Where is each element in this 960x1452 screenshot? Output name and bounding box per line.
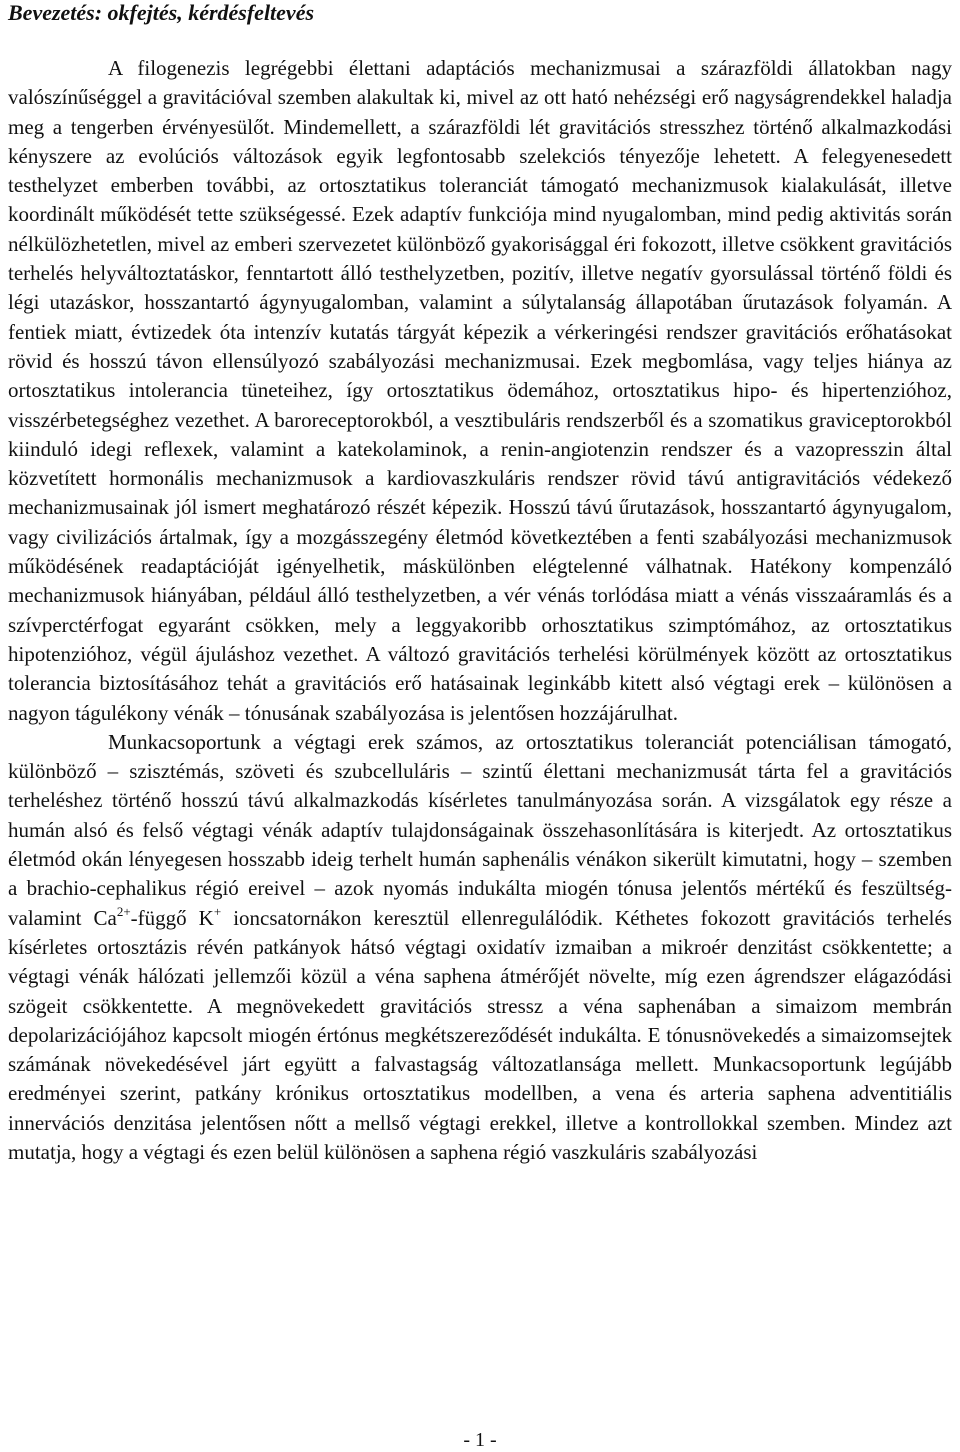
calcium-charge-superscript: 2+ [116,903,131,919]
paragraph-2-text-c: ioncsatornákon keresztül ellenregulálódik. Kéthetes fokozott gravitációs terhelés kísérletes ortosztázis révén patkányok hátsó végtagi oxidatív izmaiban a mikroér denzitást csökkentette; a végtagi vénák hálózati jellemzői közül a véna saphena átmérőjét növelte, míg ezen ágrendszer elágazódási szögeit csökkentette. A megnövekedett gravitációs stressz a véna saphenában a simaizom membrán depolarizációjához kapcsolt miogén értónus megkétszereződését indukálta. E tónusnövekedés a simaizomsejtek számának növekedésével járt együtt a falvastagság változatlansága mellett. Munkacsoportunk legújább eredményei szerint, patkány krónikus ortosztatikus modellben, a vena és arteria saphena adventitiális innervációs denzitása jelentősen nőtt a mellső végtagi erekkel, illetve a kontrollokkal szemben. Mindez azt mutatja, hogy a végtagi és ezen belül különösen a saphena régió vaszkuláris szabályozási [8,905,952,1164]
page-number: - 1 - [463,1429,497,1451]
paragraph-1: A filogenezis legrégebbi élettani adaptációs mechanizmusai a szárazföldi állatokban nagy valószínűséggel a gravitációval szemben alakultak ki, mivel az ott ható nehézségi erő nagyságrendekkel haladja meg a tengerben érvényesülőt. Mindemellett, a szárazföldi lét gravitációs stresszhez történő alkalmazkodási kényszere az evolúciós változások egyik legfontosabb szelekciós tényezője lehetett. A felegyenesedett testhelyzet emberben további, az ortosztatikus toleranciát támogató mechanizmusok kialakulását, illetve koordinált működését tette szükségessé. Ezek adaptív funkciója mind nyugalomban, mind pedig aktivitás során nélkülözhetetlen, mivel az emberi szervezetet különböző gyakorisággal éri fokozott, illetve csökkent gravitációs terhelés helyváltoztatáskor, fenntartott álló testhelyzetben, pozitív, illetve negatív gyorsulással történő földi és légi utazáskor, hosszantartó ágynyugalomban, valamint a súlytalanság állapotában űrutazások folyamán. A fentiek miatt, évtizedek óta intenzív kutatás tárgyát képezik a vérkeringési rendszer gravitációs erőhatásokat rövid és hosszú távon ellensúlyozó szabályozási mechanizmusai. Ezek megbomlása, vagy teljes hiánya az ortosztatikus intolerancia tüneteihez, így ortosztatikus ödemához, ortosztatikus hipo- és hipertenzióhoz, visszérbetegséghez vezethet. A baroreceptorokból, a vesztibuláris rendszerből és a szomatikus graviceptorokból kiinduló idegi reflexek, valamint a katekolaminok, a renin-angiotenzin rendszer és a vazopresszin által közvetített hormonális mechanizmusok a kardiovaszkuláris rendszer rövid távú antigravitációs védekező mechanizmusainak jól ismert meghatározó részét képezik. Hosszú távú űrutazások, hosszantartó ágynyugalom, vagy civilizációs ártalmak, így a mozgásszegény életmód következtében a fenti szabályozási mechanizmusok működésének readaptációját igényelhetik, máskülönben elégtelenné válhatnak. Hatékony kompenzáló mechanizmusok hiányában, például álló testhelyzetben, a vér vénás torlódása miatt a vénás visszaáramlás és a szívperctérfogat egyaránt csökken, mely a leggyakoribb orhosztatikus szimptómához, az ortosztatikus hipotenzióhoz, végül ájuláshoz vezethet. A változó gravitációs terhelési körülmények között az ortosztatikus tolerancia biztosításához tehát a gravitációs erő hatásainak leginkább kitett alsó végtagi erek – különösen a nagyon tágulékony vénák – tónusának szabályozása is jelentősen hozzájárulhat. [8,56,952,725]
section-heading: Bevezetés: okfejtés, kérdésfeltevés [8,0,315,25]
paragraph-2-text-a: Munkacsoportunk a végtagi erek számos, az ortosztatikus toleranciát potenciálisan támogató, különböző – szisztémás, szöveti és szubcelluláris – szintű élettani mechanizmusát tárta fel a gravitációs terheléshez történő hosszú távú alkalmazkodás kísérletes tanulmányozása során. A vizsgálatok egy része a humán alsó és felső végtagi vénák adaptív tulajdonságainak összehasonlítására is kiterjedt. Az ortosztatikus életmód okán lényegesen hosszabb ideig terhelt humán saphenális vénákon sikerült kimutatni, hogy – szemben a brachio-cephalikus régió ereivel – azok nyomás indukálta miogén tónusa jelentős mértékű és feszültség- valamint Ca [8,729,952,930]
paragraph-2 [8,728,952,1167]
document-page [8,0,952,1167]
potassium-charge-superscript: + [213,903,222,919]
paragraph-2-text-b: -függő K [130,905,214,930]
